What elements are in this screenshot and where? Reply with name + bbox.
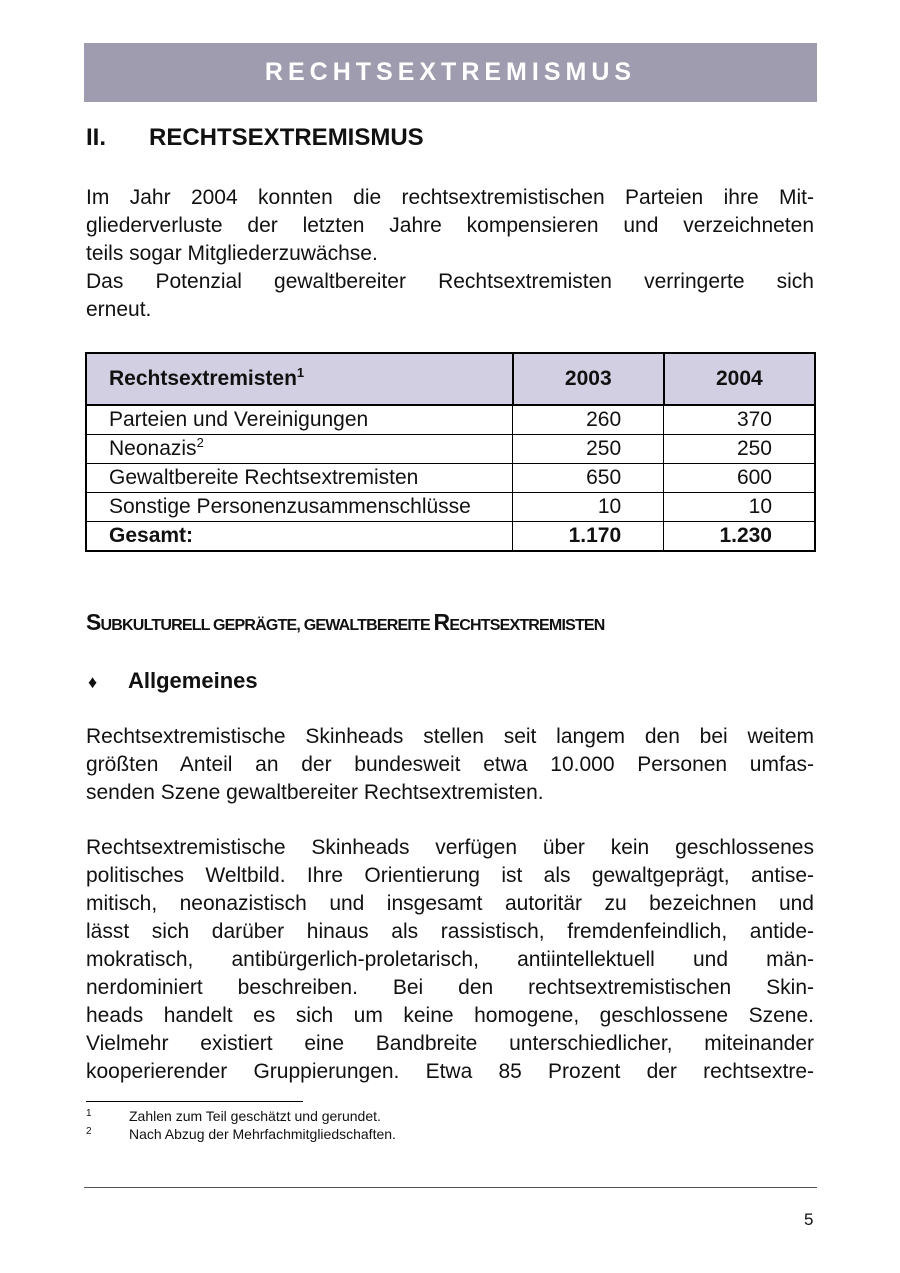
page-number: 5: [804, 1210, 814, 1229]
table-row: [86, 405, 815, 435]
intro-paragraph: [86, 184, 814, 324]
text-line: kooperierender Gruppierungen. Etwa 85 Prozent der rechtsextre-: [86, 1060, 814, 1083]
text-line: Im Jahr 2004 konnten die rechtsextremistischen Parteien ihre Mit-: [86, 186, 814, 209]
row-label: Parteien und Vereinigungen: [86, 405, 513, 435]
footnote-1: [86, 1108, 381, 1124]
total-label: Gesamt:: [86, 522, 513, 552]
row-value-2004: 10: [664, 493, 815, 522]
text-line: teils sogar Mitgliederzuwächse.: [86, 242, 378, 265]
paragraph-2: [86, 834, 814, 1086]
text-line: mitisch, neonazistisch und insgesamt autoritär zu bezeichnen und: [86, 892, 814, 915]
table-total-row: [86, 522, 815, 552]
row-label: Sonstige Personenzusammenschlüsse: [86, 493, 513, 522]
text-line: nerdominiert beschreiben. Bei den rechtsextremistischen Skin-: [86, 976, 814, 999]
row-label: Gewaltbereite Rechtsextremisten: [86, 464, 513, 493]
diamond-bullet-icon: ♦: [88, 672, 98, 692]
text-line: mokratisch, antibürgerlich-proletarisch, antiintellektuell und män-: [86, 948, 814, 971]
footnote-ref: 1: [296, 365, 305, 380]
bullet-heading: [88, 668, 258, 694]
row-value-2003: 250: [513, 435, 664, 464]
text-line: heads handelt es sich um keine homogene, geschlossene Szene.: [86, 1004, 814, 1027]
text-line: senden Szene gewaltbereiter Rechtsextremisten.: [86, 781, 544, 804]
footnote-text: Zahlen zum Teil geschätzt und gerundet.: [129, 1108, 381, 1124]
text-line: Das Potenzial gewaltbereiter Rechtsextremisten verringerte sich: [86, 270, 814, 293]
text-line: gliederverluste der letzten Jahre kompensieren und verzeichneten: [86, 214, 814, 237]
row-value-2003: 650: [513, 464, 664, 493]
footnote-mark: 1: [86, 1108, 92, 1119]
row-label: Neonazis$^2$: [86, 435, 513, 464]
footnote-ref: 2: [196, 435, 204, 450]
row-value-2004: 600: [664, 464, 815, 493]
table-header-label: Rechtsextremisten$^1$: [86, 353, 513, 405]
footnote-divider: [86, 1101, 303, 1102]
table-header-2004: 2004: [664, 353, 815, 405]
footnote-2: [86, 1126, 396, 1142]
text-line: politisches Weltbild. Ihre Orientierung ist als gewaltgeprägt, antise-: [86, 864, 814, 887]
text-line: erneut.: [86, 298, 152, 321]
total-value-2004: 1.230: [664, 522, 815, 552]
table-header-row: [86, 353, 815, 405]
row-value-2004: 250: [664, 435, 815, 464]
chapter-title: RECHTSEXTREMISMUS: [149, 124, 424, 151]
table-row: [86, 464, 815, 493]
table-row: [86, 493, 815, 522]
statistics-table: [85, 352, 816, 552]
chapter-number: II.: [86, 124, 107, 151]
text-line: lässt sich darüber hinaus als rassistisch, fremdenfeindlich, antide-: [86, 920, 814, 943]
table-row: [86, 435, 815, 464]
text-line: Rechtsextremistische Skinheads stellen seit langem den bei weitem: [86, 725, 814, 748]
section-heading: SUBKULTURELL GEPRÄGTE, GEWALTBEREITE RECHTSEXTREMISTEN: [86, 609, 605, 635]
footnote-mark: 2: [86, 1126, 92, 1137]
chapter-heading: [86, 124, 424, 152]
text-line: Rechtsextremistische Skinheads verfügen über kein geschlossenes: [86, 836, 814, 859]
total-value-2003: 1.170: [513, 522, 664, 552]
text-line: größten Anteil an der bundesweit etwa 10.000 Personen umfas-: [86, 753, 814, 776]
text-line: Vielmehr existiert eine Bandbreite unterschiedlicher, miteinander: [86, 1032, 814, 1055]
footer-divider: [84, 1187, 817, 1188]
bullet-title: Allgemeines: [128, 668, 258, 693]
footnote-text: Nach Abzug der Mehrfachmitgliedschaften.: [129, 1126, 396, 1142]
paragraph-1: [86, 723, 814, 807]
row-value-2003: 260: [513, 405, 664, 435]
row-value-2004: 370: [664, 405, 815, 435]
table-header-2003: 2003: [513, 353, 664, 405]
header-banner: RECHTSEXTREMISMUS: [84, 43, 817, 102]
row-value-2003: 10: [513, 493, 664, 522]
